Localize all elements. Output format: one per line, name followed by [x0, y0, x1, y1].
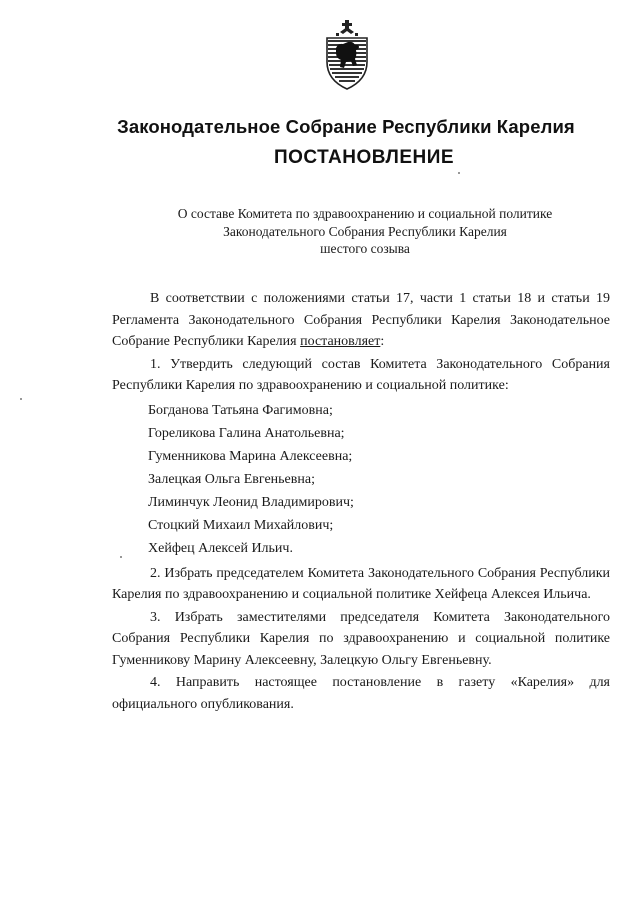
item-3-paragraph: 3. Избрать заместителями председателя Комитета Законодательного Собрания Республики Карелия по здравоохранению и социальной политике Гуменникову Марину Алексеевну, Залецкую Ольгу Евгеньевну.: [112, 609, 610, 668]
subject-line-2: Законодательного Собрания Республики Карелия: [223, 223, 507, 239]
preamble-colon: :: [380, 334, 385, 349]
document-body: [112, 288, 610, 715]
list-item: Лиминчук Леонид Владимирович;: [148, 494, 354, 510]
scan-speck: [20, 398, 22, 400]
list-item: Залецкая Ольга Евгеньевна;: [148, 471, 315, 487]
item-1-paragraph: 1. Утвердить следующий состав Комитета Законодательного Собрания Республики Карелия по здравоохранению и социальной политике:: [112, 356, 610, 393]
document-subject: [140, 205, 590, 258]
subject-line-3: шестого созыва: [320, 241, 410, 256]
scan-speck: [120, 556, 122, 558]
list-item: Гуменникова Марина Алексеевна;: [148, 448, 353, 464]
subject-line-1: О составе Комитета по здравоохранению и социальной политике: [177, 206, 553, 221]
list-item: Стоцкий Михаил Михайлович;: [148, 517, 334, 533]
committee-members-list: [148, 399, 610, 560]
karelia-coat-of-arms-icon: [322, 18, 372, 92]
list-item: Гореликова Галина Анатольевна;: [148, 425, 345, 441]
item-2-paragraph: 2. Избрать председателем Комитета Законодательного Собрания Республики Карелия по здравоохранению и социальной политике Хейфеца Алексея Ильича.: [112, 565, 610, 602]
list-item: Хейфец Алексей Ильич.: [148, 540, 293, 556]
preamble-underlined-word: постановляет: [300, 334, 381, 349]
item-4-paragraph: 4. Направить настоящее постановление в газету «Карелия» для официального опубликования.: [112, 675, 610, 712]
list-item: Богданова Татьяна Фагимовна;: [148, 402, 333, 418]
preamble-text: В соответствии с положениями статьи 17, части 1 статьи 18 и статьи 19 Регламента Законодательного Собрания Республики Карелия Законодательное Собрание Республики Карелия: [112, 291, 610, 349]
organization-title: Законодательное Собрание Республики Карелия: [117, 116, 575, 137]
preamble-paragraph: [112, 288, 610, 353]
scan-speck: [458, 172, 460, 174]
document-type-heading: ПОСТАНОВЛЕНИЕ: [273, 147, 455, 168]
